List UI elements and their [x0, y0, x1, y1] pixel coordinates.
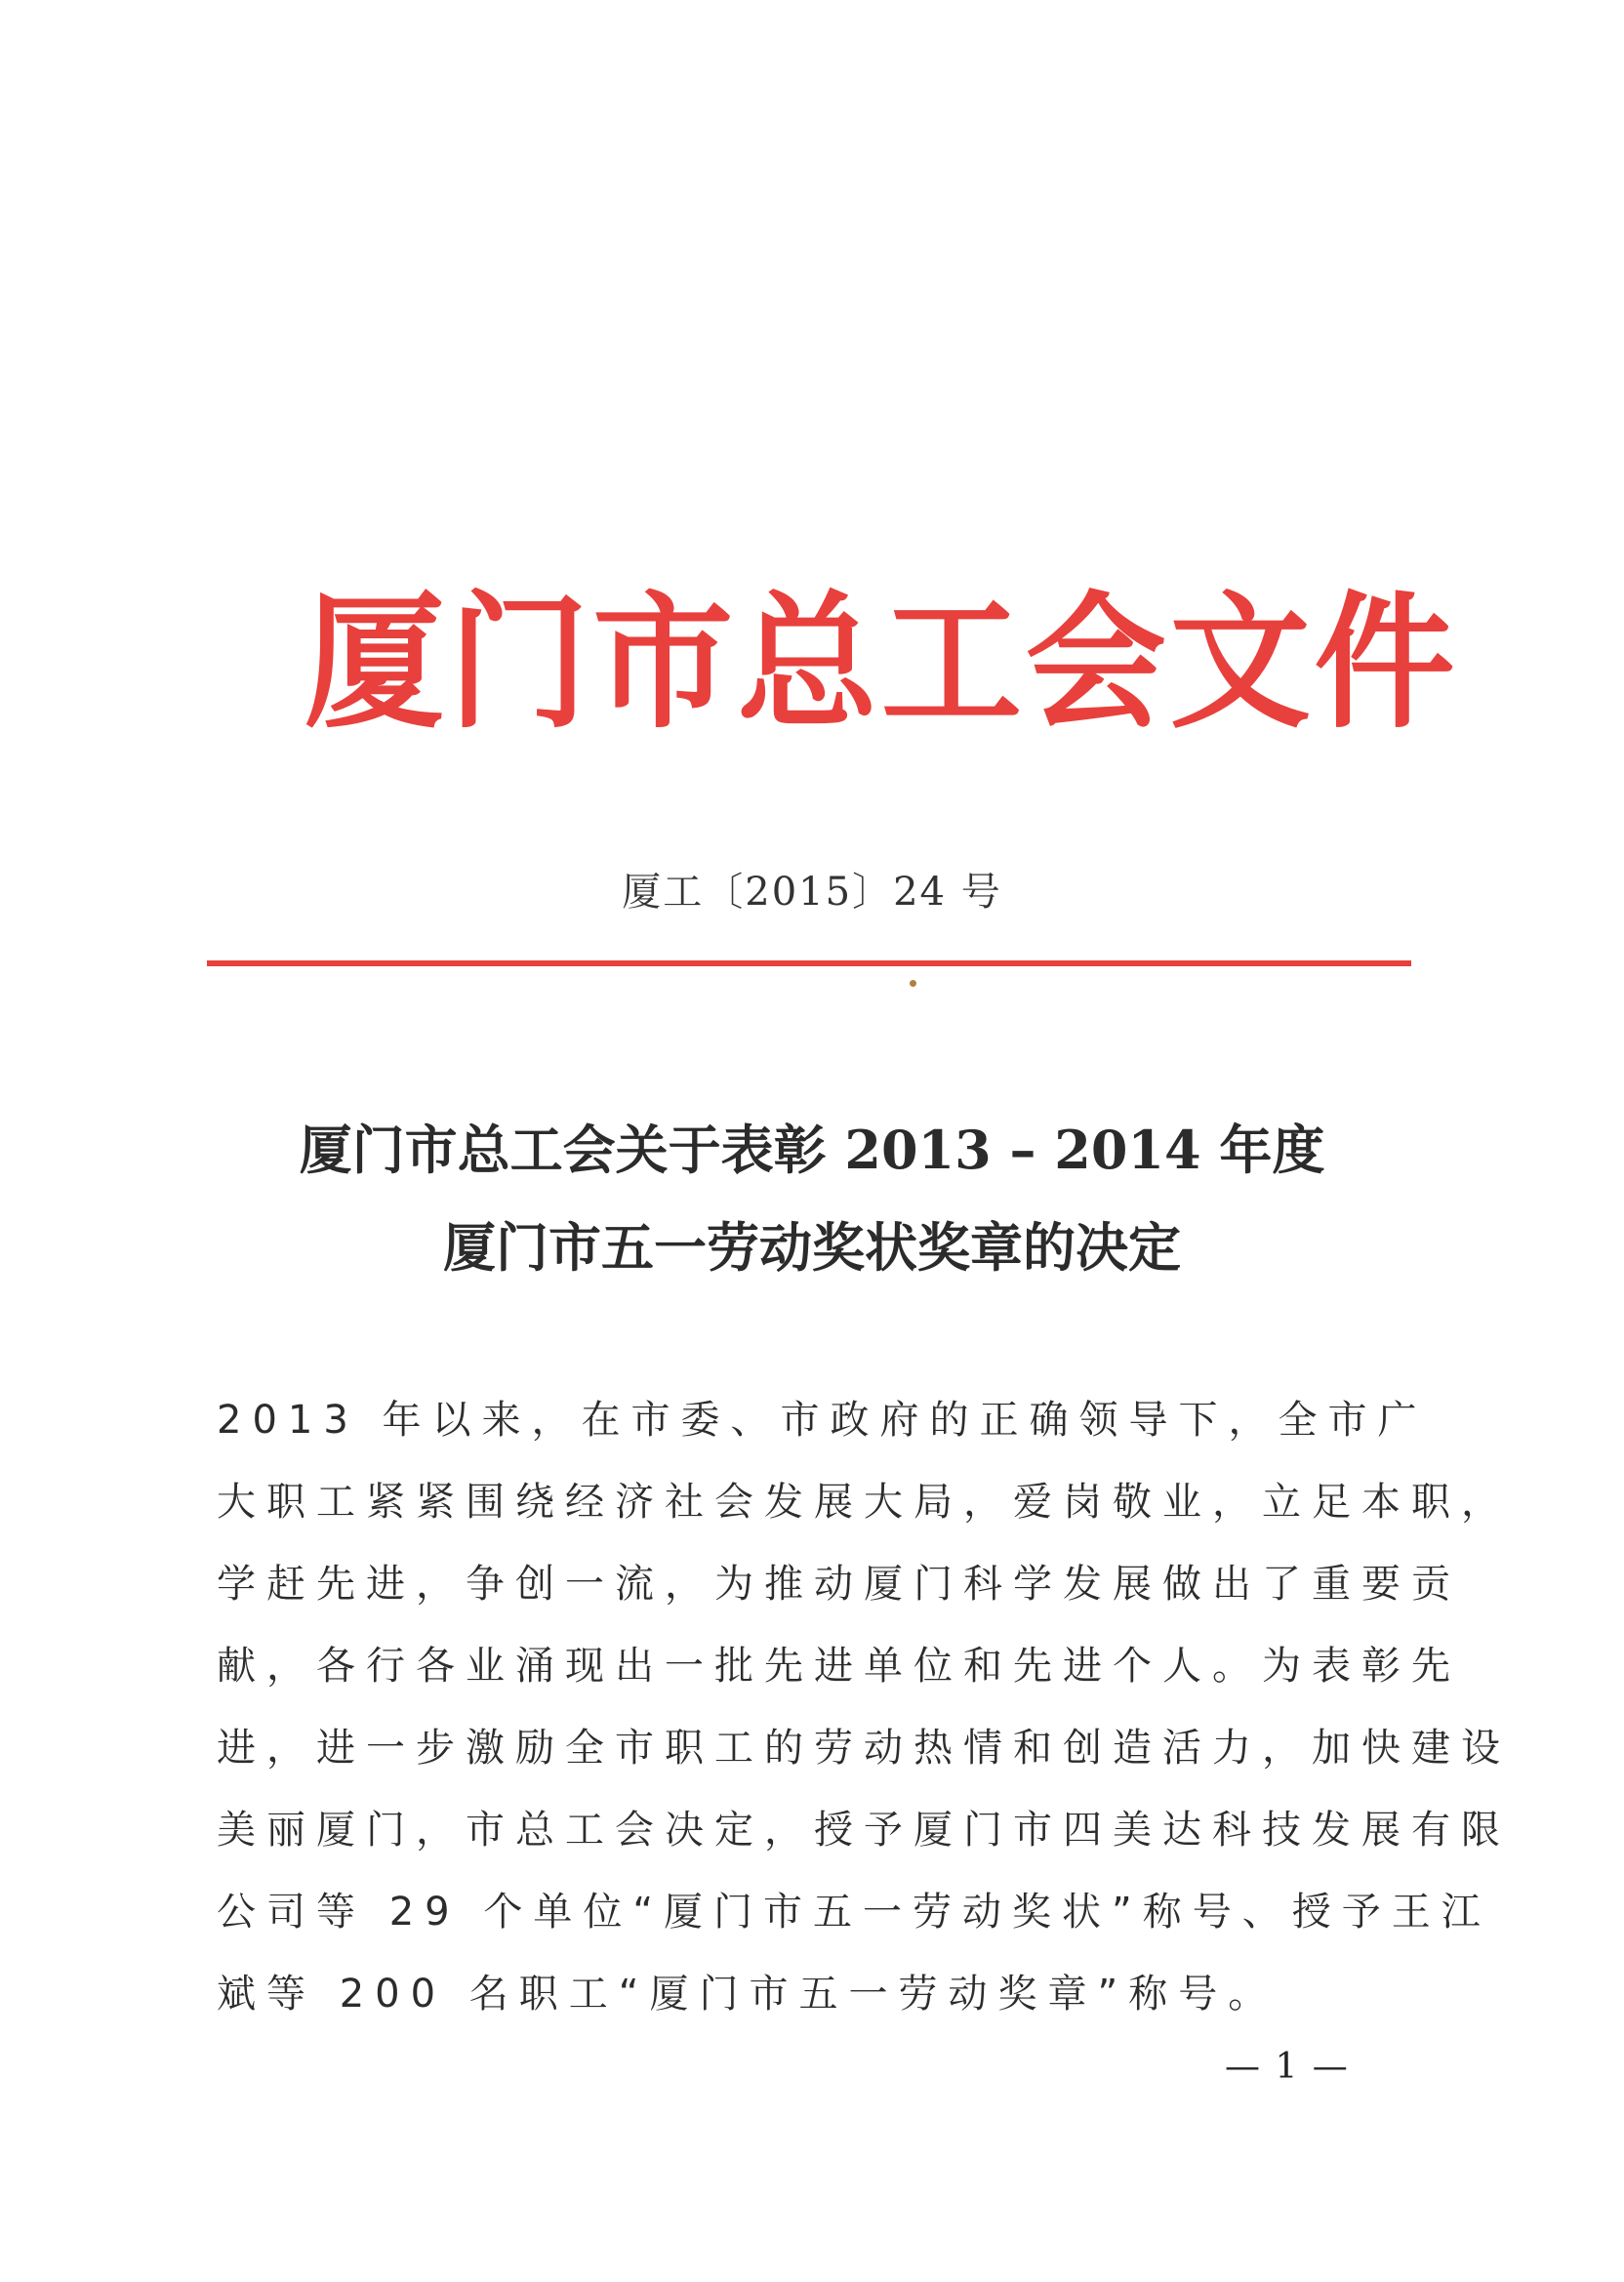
document-number: 厦工〔2015〕24 号	[622, 870, 1002, 915]
body-line-1: 2013 年以来，在市委、市政府的正确领导下，全市广	[217, 1398, 1428, 1443]
document-title-line-2: 厦门市五一劳动奖状奖章的决定	[443, 1216, 1181, 1279]
document-title-line-1: 厦门市总工会关于表彰 2013 – 2014 年度	[299, 1119, 1325, 1181]
red-divider-rule	[207, 960, 1411, 966]
body-line-6: 美丽厦门，市总工会决定，授予厦门市四美达科技发展有限	[217, 1808, 1511, 1853]
body-line-7: 公司等 29 个单位“厦门市五一劳动奖状”称号、授予王江	[217, 1890, 1491, 1935]
page-number: — 1 —	[1225, 2047, 1350, 2087]
body-line-5: 进，进一步激励全市职工的劳动热情和创造活力，加快建设	[217, 1726, 1511, 1771]
masthead-title: 厦门市总工会文件	[304, 579, 1459, 749]
body-line-3: 学赶先进，争创一流，为推动厦门科学发展做出了重要贡	[217, 1562, 1461, 1607]
seal-dot	[910, 980, 916, 987]
body-line-2: 大职工紧紧围绕经济社会发展大局，爱岗敬业，立足本职，	[217, 1480, 1511, 1525]
body-line-8: 斌等 200 名职工“厦门市五一劳动奖章”称号。	[217, 1972, 1279, 2017]
body-line-4: 献，各行各业涌现出一批先进单位和先进个人。为表彰先	[217, 1644, 1461, 1689]
